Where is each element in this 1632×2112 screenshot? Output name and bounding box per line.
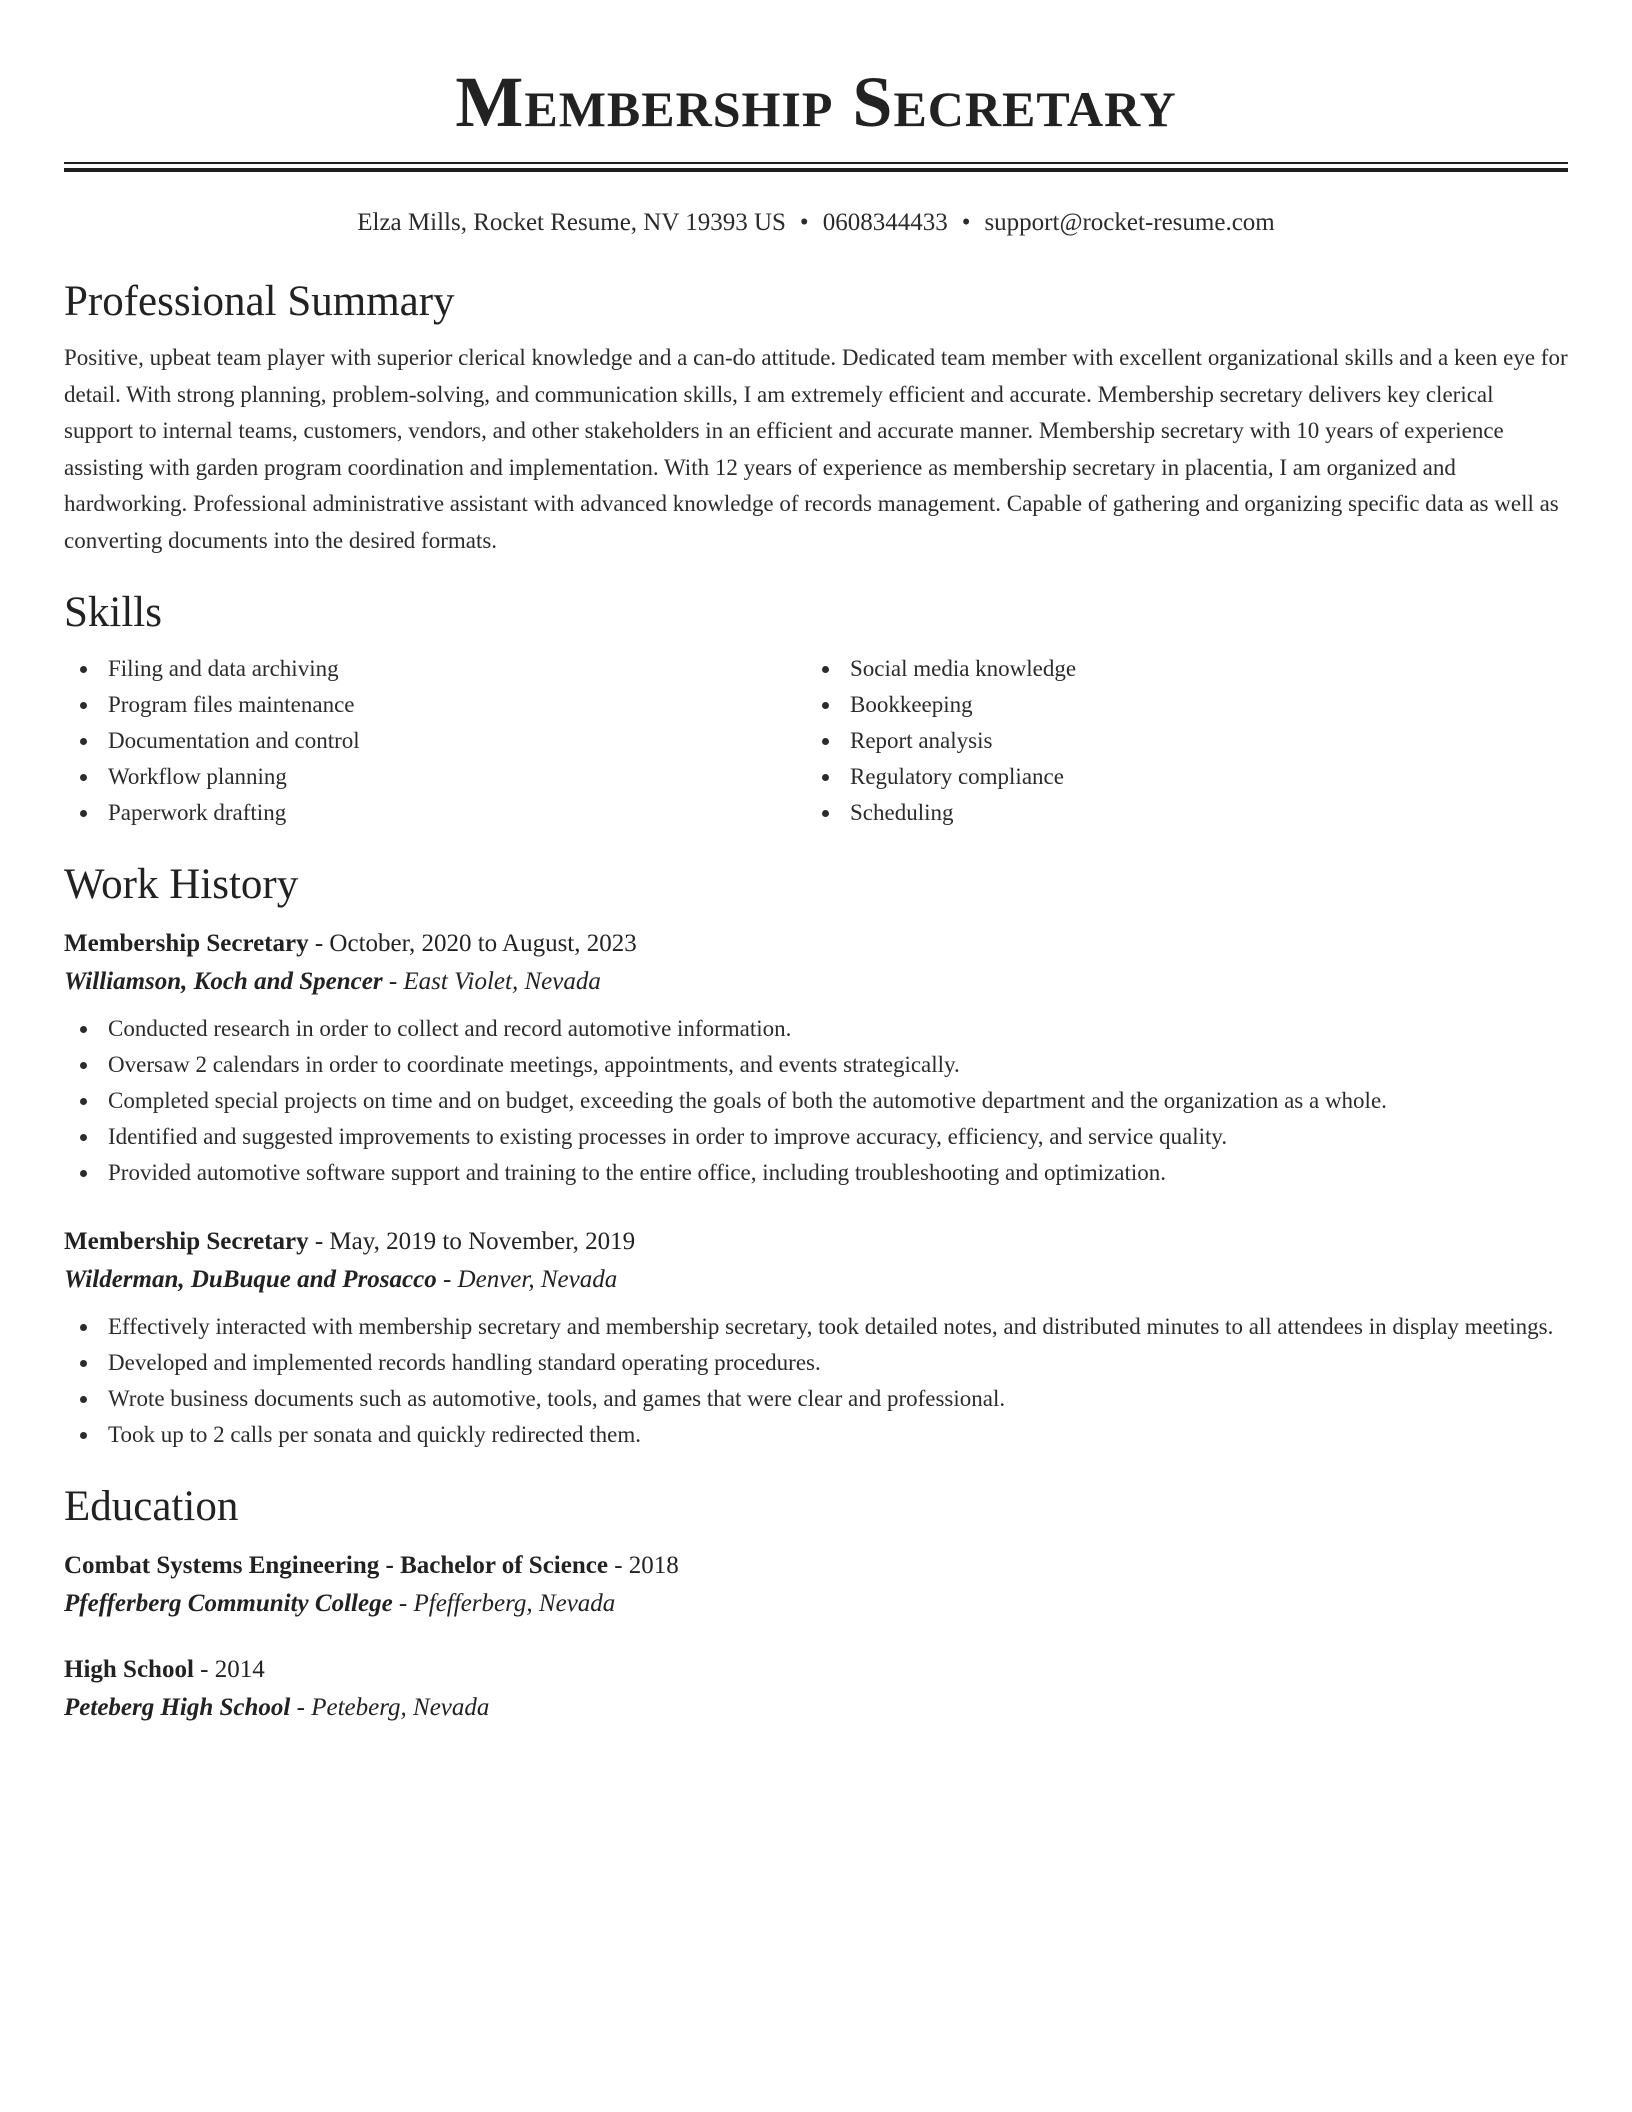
skill-item: Bookkeeping — [806, 687, 1548, 723]
education-heading-line — [64, 1547, 1568, 1585]
job-employer — [64, 1261, 1568, 1299]
resume-name-title: Membership Secretary — [455, 62, 1177, 142]
job-bullets — [64, 1011, 1568, 1191]
education-school-line — [64, 1585, 1568, 1623]
skill-item: Scheduling — [806, 795, 1548, 831]
job-dates: - October, 2020 to August, 2023 — [308, 930, 637, 957]
contact-email[interactable]: support@rocket-resume.com — [984, 209, 1275, 236]
education-degree: High School — [64, 1656, 194, 1683]
education-entry — [64, 1651, 1568, 1727]
summary-text: Positive, upbeat team player with superior clerical knowledge and a can-do attitude. Dedicated team member with excellent organizational skills and a keen eye for detail. With strong planning, problem-solving, and communication skills, I am extremely efficient and accurate. Membership secretary delivers key clerical support to internal teams, customers, vendors, and other stakeholders in an efficient and accurate manner. Membership secretary with 10 years of experience assisting with garden program coordination and implementation. With 12 years of experience as membership secretary in placentia, I am organized and hardworking. Professional administrative assistant with advanced knowledge of records management. Capable of gathering and organizing specific data as well as converting documents into the desired formats. — [64, 345, 1568, 553]
job-bullet: Developed and implemented records handling standard operating procedures. — [64, 1345, 1568, 1381]
title-double-rule — [64, 162, 1568, 172]
education-year: - 2014 — [193, 1656, 265, 1683]
job-bullet: Conducted research in order to collect and record automotive information. — [64, 1011, 1568, 1047]
job-employer — [64, 963, 1568, 1001]
job-location: - East Violet, Nevada — [382, 968, 601, 995]
contact-line — [64, 208, 1568, 238]
job-location: - Denver, Nevada — [436, 1266, 618, 1293]
skill-item: Report analysis — [806, 723, 1548, 759]
job-bullet: Took up to 2 calls per sonata and quickly redirected them. — [64, 1417, 1568, 1453]
skill-item: Paperwork drafting — [64, 795, 806, 831]
skill-item: Filing and data archiving — [64, 651, 806, 687]
job-entry — [64, 925, 1568, 1191]
education-entry — [64, 1547, 1568, 1623]
job-company: Williamson, Koch and Spencer — [64, 968, 383, 995]
skill-item: Program files maintenance — [64, 687, 806, 723]
job-role: Membership Secretary — [64, 930, 309, 957]
job-bullet: Wrote business documents such as automotive, tools, and games that were clear and professional. — [64, 1381, 1568, 1417]
job-bullet: Oversaw 2 calendars in order to coordinate meetings, appointments, and events strategically. — [64, 1047, 1568, 1083]
skill-item: Documentation and control — [64, 723, 806, 759]
job-entry — [64, 1223, 1568, 1453]
job-bullet: Effectively interacted with membership secretary and membership secretary, took detailed notes, and distributed minutes to all attendees in display meetings. — [64, 1309, 1568, 1345]
skill-item: Regulatory compliance — [806, 759, 1548, 795]
contact-address: Elza Mills, Rocket Resume, NV 19393 US — [357, 209, 786, 236]
contact-separator: • — [961, 209, 971, 236]
education-school: Pfefferberg Community College — [64, 1590, 393, 1617]
skills-column-right — [806, 651, 1548, 831]
education-school-line — [64, 1689, 1568, 1727]
education-year: - 2018 — [607, 1552, 679, 1579]
education-heading-line — [64, 1651, 1568, 1689]
job-role: Membership Secretary — [64, 1228, 309, 1255]
work-history-heading: Work History — [64, 861, 299, 908]
job-heading — [64, 925, 1568, 963]
skill-item: Workflow planning — [64, 759, 806, 795]
contact-separator: • — [799, 209, 809, 236]
job-company: Wilderman, DuBuque and Prosacco — [64, 1266, 437, 1293]
skills-column-left — [64, 651, 806, 831]
skill-item: Social media knowledge — [806, 651, 1548, 687]
summary-heading: Professional Summary — [64, 278, 455, 325]
job-bullet: Provided automotive software support and training to the entire office, including troubleshooting and optimization. — [64, 1155, 1568, 1191]
job-bullets — [64, 1309, 1568, 1453]
education-location: - Peteberg, Nevada — [290, 1694, 490, 1721]
job-heading — [64, 1223, 1568, 1261]
education-location: - Pfefferberg, Nevada — [392, 1590, 616, 1617]
job-bullet: Completed special projects on time and on budget, exceeding the goals of both the automotive department and the organization as a whole. — [64, 1083, 1568, 1119]
job-dates: - May, 2019 to November, 2019 — [308, 1228, 636, 1255]
contact-phone[interactable]: 0608344433 — [822, 209, 948, 236]
education-degree: Combat Systems Engineering - Bachelor of Science — [64, 1552, 608, 1579]
education-heading: Education — [64, 1483, 239, 1530]
skills-heading: Skills — [64, 589, 162, 636]
skills-list — [64, 651, 1568, 831]
job-bullet: Identified and suggested improvements to existing processes in order to improve accuracy, efficiency, and service quality. — [64, 1119, 1568, 1155]
education-school: Peteberg High School — [64, 1694, 291, 1721]
